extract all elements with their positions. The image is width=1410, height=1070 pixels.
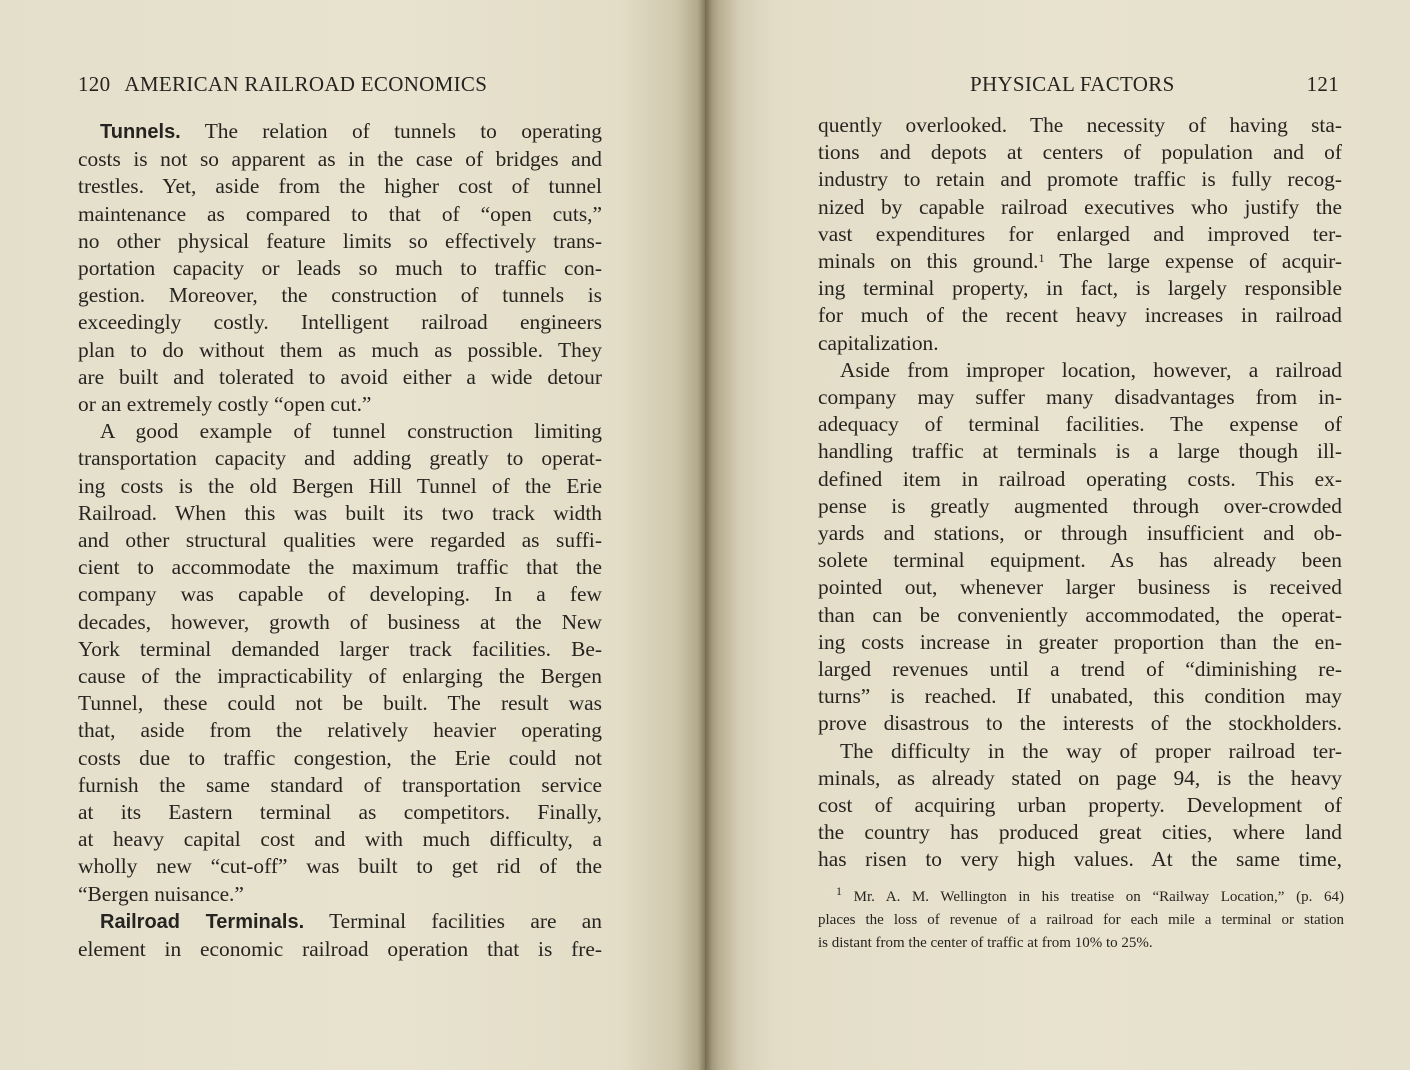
text-line: prove disastrous to the interests of the stockholders. [818,711,1342,736]
paragraph-bergen-tunnel [78,418,602,908]
section-heading-tunnels: Tunnels. [100,121,181,143]
text-line: ing costs is the old Bergen Hill Tunnel of the Erie [78,473,602,498]
text-line: at heavy capital cost and with much difficulty, a [78,827,602,852]
text-line: yards and stations, or through insufficient and ob- [818,521,1342,546]
text-line: capitalization. [818,330,939,355]
left-body-text [78,118,602,963]
text-line: company was capable of developing. In a few [78,582,602,607]
text-line: and other structural qualities were regarded as suffi- [78,528,602,553]
left-page-number: 120 [78,72,111,96]
text-line: no other physical feature limits so effectively trans- [78,228,602,253]
line-text: minals on this ground. [818,249,1039,274]
text-line: adequacy of terminal facilities. The expense of [818,412,1342,437]
text-line: pointed out, whenever larger business is received [818,575,1342,600]
text-line: ing costs increase in greater proportion than the en- [818,629,1342,654]
text-line: handling traffic at terminals is a large though ill- [818,439,1342,464]
text-line: the country has produced great cities, where land [818,820,1342,845]
text-line: has risen to very high values. At the same time, [818,847,1342,872]
text-line: A good example of tunnel construction limiting [100,419,602,444]
left-running-head [78,72,608,97]
line-text: The relation of tunnels to operating [204,119,602,143]
text-line: portation capacity or leads so much to traffic con- [78,256,602,281]
paragraph-railroad-terminals [78,908,602,963]
text-line: York terminal demanded larger track facilities. Be- [78,636,602,661]
text-line: industry to retain and promote traffic is fully recog- [818,167,1342,192]
text-line: or an extremely costly “open cut.” [78,392,372,417]
text-line: vast expenditures for enlarged and improved ter- [818,221,1342,246]
text-line: furnish the same standard of transportation service [78,772,602,797]
paragraph-urban-property [818,738,1342,874]
right-running-title: PHYSICAL FACTORS [970,72,1175,96]
right-page-number: 121 [1306,72,1339,96]
text-line: “Bergen nuisance.” [78,881,244,906]
text-line: that, aside from the relatively heavier operating [78,718,602,743]
text-line: pense is greatly augmented through over-crowded [818,493,1342,518]
text-line: wholly new “cut-off” was built to get rid of the [78,854,602,879]
left-running-title: AMERICAN RAILROAD ECONOMICS [124,72,488,96]
text-line: costs due to traffic congestion, the Erie could not [78,745,602,770]
text-line: cient to accommodate the maximum traffic that the [78,555,602,580]
text-line: trestles. Yet, aside from the higher cost of tunnel [78,174,602,199]
text-line: transportation capacity and adding greatly to operat- [78,446,602,471]
text-line: larged revenues until a trend of “diminishing re- [818,657,1342,682]
text-line: defined item in railroad operating costs. This ex- [818,466,1342,491]
text-line [78,908,602,936]
footnote-line [818,886,1344,909]
text-line: tions and depots at centers of population and of [818,140,1342,165]
text-line: turns” is reached. If unabated, this condition may [818,684,1342,709]
text-line: solete terminal equipment. As has already been [818,548,1342,573]
text-line: ing terminal property, in fact, is largely responsible [818,276,1342,301]
section-heading-railroad-terminals: Railroad Terminals. [100,910,305,933]
text-line: company may suffer many disadvantages from in- [818,385,1342,410]
text-line: Tunnel, these could not be built. The result was [78,691,602,716]
right-body-text [818,112,1342,874]
text-line: nized by capable railroad executives who justify the [818,194,1342,219]
book-gutter [698,0,712,1070]
text-line: at its Eastern terminal as competitors. Finally, [78,800,602,825]
text-line: gestion. Moreover, the construction of tunnels is [78,283,602,308]
text-line: for much of the recent heavy increases in railroad [818,303,1342,328]
footnote-line: is distant from the center of traffic at from 10% to 25%. [818,935,1153,951]
text-line: are built and tolerated to avoid either a wide detour [78,364,602,389]
footnote-line: places the loss of revenue of a railroad for each mile a terminal or station [818,912,1344,928]
text-line: Aside from improper location, however, a railroad [840,357,1342,382]
text-line: The difficulty in the way of proper railroad ter- [840,738,1342,763]
paragraph-terminals-continued [818,112,1342,357]
line-text: Mr. A. M. Wellington in his treatise on “Railway Location,” (p. 64) [853,889,1345,905]
paragraph-terminal-inadequacy [818,357,1342,738]
footnote [818,886,1344,955]
line-text: The large expense of acquir- [1059,249,1342,274]
text-line: than can be conveniently accommodated, the operat- [818,602,1342,627]
text-line [818,248,1342,275]
line-text: Terminal facilities are an [329,908,602,933]
footnote-reference: 1 [1038,251,1045,266]
text-line: decades, however, growth of business at the New [78,609,602,634]
text-line: costs is not so apparent as in the case of bridges and [78,147,602,172]
text-line: plan to do without them as much as possible. They [78,337,602,362]
text-line: quently overlooked. The necessity of having sta- [818,113,1342,137]
text-line: cost of acquiring urban property. Development of [818,793,1342,818]
text-line: maintenance as compared to that of “open cuts,” [78,201,602,226]
text-line [78,118,602,146]
text-line: exceedingly costly. Intelligent railroad engineers [78,310,602,335]
paragraph-tunnels [78,118,602,418]
text-line: cause of the impracticability of enlarging the Bergen [78,664,602,689]
text-line: Railroad. When this was built its two track width [78,500,602,525]
text-line: element in economic railroad operation that is fre- [78,937,602,962]
footnote-marker: 1 [836,884,842,898]
text-line: minals, as already stated on page 94, is the heavy [818,765,1342,790]
